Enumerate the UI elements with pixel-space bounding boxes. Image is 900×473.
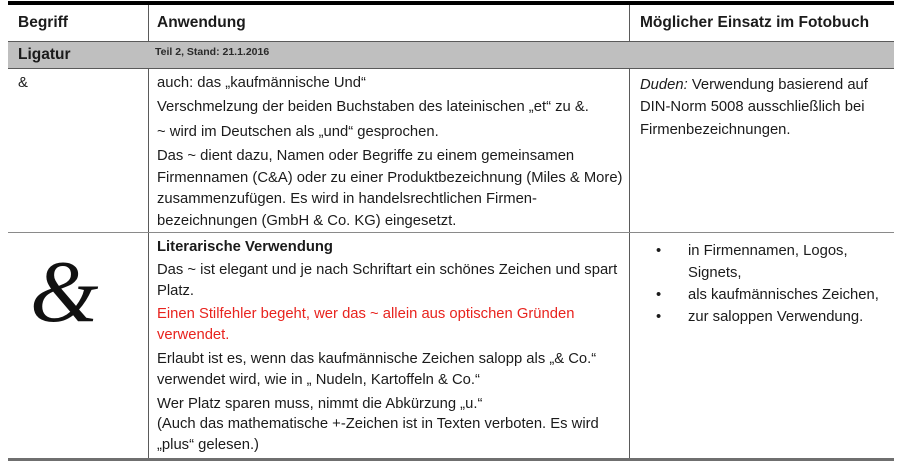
bullet-text: zur saloppen Verwendung.: [688, 309, 864, 325]
typography-table: [8, 1, 894, 461]
amp-term: &: [18, 75, 28, 91]
bullet-text: als kaufmännisches Zeichen,: [688, 287, 879, 303]
section-row-ligatur: [8, 42, 894, 68]
bullet-dot: •: [656, 287, 662, 303]
lig-symbol-cell: [8, 233, 148, 458]
paragraph: (Auch das mathematische +-Zeichen ist in Texten verboten. Es wird „plus“ gelesen.): [157, 416, 599, 454]
paragraph: Das ~ dient dazu, Namen oder Begriffe zu einem gemeinsamen Firmennamen (C&A) oder zu einer Produktbezeichnung (Miles & More) zusammenzufügen. Es wird in handelsrechtlichen Firmen-bezeichnungen (GmbH & Co. KG) eingesetzt.: [157, 147, 623, 230]
paragraph: ~ wird im Deutschen als „und“ gesprochen.: [157, 123, 439, 140]
bullet-item: [650, 306, 888, 328]
bullet-item: [650, 240, 888, 284]
fotobuch-bullet-list: [640, 238, 888, 328]
bullet-dot: •: [656, 309, 662, 325]
header-anwendung-label: Anwendung: [157, 14, 246, 31]
bottom-rule: [8, 458, 894, 461]
paragraph: Erlaubt ist es, wenn das kaufmännische Zeichen salopp als „& Co.“ verwendet wird, wie in „ Nudeln, Kartoffeln & Co.“: [157, 350, 597, 388]
amp-term-cell: [8, 69, 148, 232]
header-fotobuch-label: Möglicher Einsatz im Fotobuch: [640, 14, 870, 31]
lig-fotobuch-cell: [629, 233, 894, 458]
header-row: [8, 5, 894, 41]
duden-text: Verwendung basierend auf DIN-Norm 5008 ausschließlich bei Firmenbezeichnungen.: [640, 77, 868, 138]
paragraph: Wer Platz sparen muss, nimmt die Abkürzung „u.“: [157, 395, 483, 412]
duden-label: Duden:: [640, 77, 688, 93]
amp-anwendung-cell: [148, 69, 629, 232]
lig-heading: Literarische Verwendung: [157, 239, 333, 255]
section-stand-note: Teil 2, Stand: 21.1.2016: [155, 46, 270, 58]
header-cell-begriff: Begriff: [18, 14, 68, 31]
warning-paragraph: Einen Stilfehler begeht, wer das ~ allein aus optischen Gründen verwendet.: [157, 306, 575, 344]
bullet-text: in Firmennamen, Logos, Signets,: [688, 243, 848, 281]
table-row-ligature-usage: [8, 233, 894, 458]
section-term: Ligatur: [18, 46, 71, 63]
paragraph: Das ~ ist elegant und je nach Schriftart ein schönes Zeichen und spart Platz.: [157, 261, 618, 299]
bullet-dot: •: [656, 243, 662, 259]
paragraph: Verschmelzung der beiden Buchstaben des lateinischen „et“ zu &.: [157, 99, 589, 116]
decorative-ampersand-glyph: &: [30, 244, 99, 341]
amp-fotobuch-cell: [629, 69, 894, 232]
header-cell-anwendung: [148, 5, 629, 41]
table-row-ampersand: [8, 69, 894, 232]
lig-anwendung-cell: [148, 233, 629, 458]
bullet-item: [650, 284, 888, 306]
header-cell-fotobuch: [629, 5, 894, 41]
paragraph: auch: das „kaufmännische Und“: [157, 75, 366, 91]
